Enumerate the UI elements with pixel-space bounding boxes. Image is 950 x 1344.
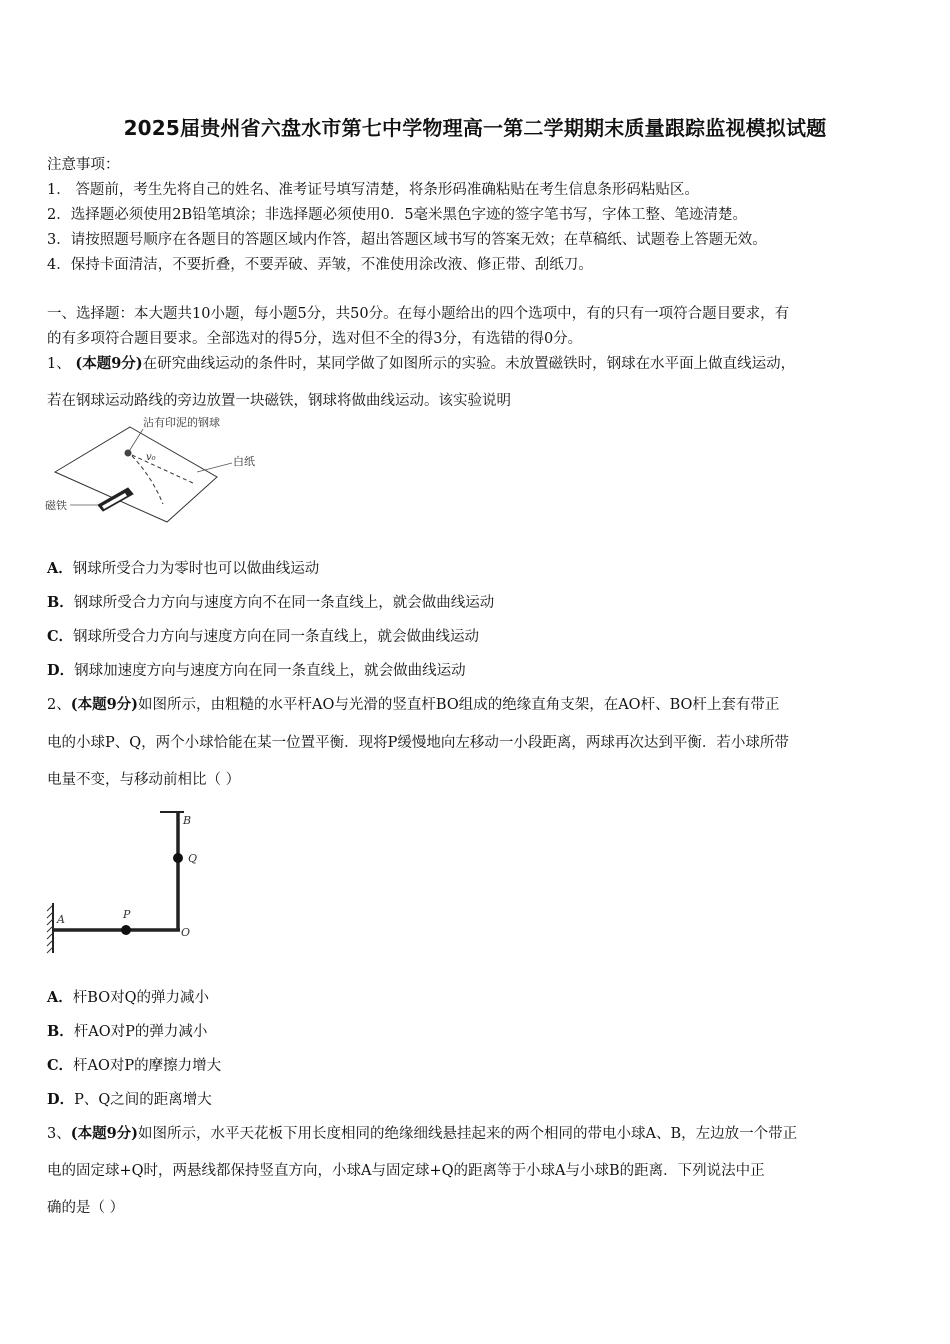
q1-number: 1、 (47, 356, 71, 372)
notice-item-1: 1． 答题前，考生先将自己的姓名、准考证号填写清楚，将条形码准确粘贴在考生信息条形码粘贴区。 (47, 182, 699, 198)
q2-line-3: 电量不变，与移动前相比（ ） (47, 772, 241, 788)
q3-number: 3、 (47, 1126, 71, 1142)
label-o: O (181, 926, 191, 939)
q1-option-a: A．钢球所受合力为零时也可以做曲线运动 (47, 560, 320, 577)
exam-title: 2025届贵州省六盘水市第七中学物理高一第二学期期末质量跟踪监视模拟试题 (123, 116, 827, 140)
notice-item-2: 2．选择题必须使用2B铅笔填涂；非选择题必须使用0．5毫米黑色字迹的签字笔书写，字体工整、笔迹清楚。 (47, 207, 748, 223)
label-magnet: 磁铁 (45, 499, 67, 512)
notice-item-3: 3．请按照题号顺序在各题目的答题区域内作答，超出答题区域书写的答案无效；在草稿纸、试题卷上答题无效。 (47, 232, 767, 248)
ball-p (121, 925, 131, 935)
q1-option-b: B．钢球所受合力方向与速度方向不在同一条直线上，就会做曲线运动 (47, 594, 495, 611)
q1-tag: (本题9分) (75, 355, 143, 372)
q2-tag: (本题9分) (70, 696, 139, 713)
notice-heading: 注意事项： (47, 157, 120, 173)
section1-line-1: 一、选择题：本大题共10小题，每小题5分，共50分。在每小题给出的四个选项中，有的只有一项符合题目要求，有 (47, 306, 790, 322)
ball-leader-line (128, 429, 143, 453)
q3-text-1: 如图所示，水平天花板下用长度相同的绝缘细线悬挂起来的两个相同的带电小球A、B，左边放一个带正 (138, 1126, 798, 1142)
label-ball: 沾有印泥的钢球 (143, 416, 220, 429)
q1-line-1 (47, 352, 795, 373)
q2-number: 2、 (47, 697, 71, 713)
q2-option-c: C．杆AO对P的摩擦力增大 (47, 1057, 222, 1074)
label-q: Q (188, 852, 198, 865)
q1-option-c: C．钢球所受合力方向与速度方向在同一条直线上，就会做曲线运动 (47, 628, 480, 645)
label-p: P (123, 908, 131, 921)
steel-ball (125, 450, 132, 457)
label-paper: 白纸 (233, 455, 255, 468)
label-a: A (57, 913, 65, 926)
section1-line-2: 的有多项符合题目要求。全部选对的得5分，选对但不全的得3分，有选错的得0分。 (47, 331, 583, 347)
label-v0: v₀ (146, 452, 156, 463)
q3-line-3: 确的是（ ） (47, 1200, 125, 1216)
magnet-icon (98, 488, 133, 511)
notice-item-4: 4．保持卡面清洁，不要折叠，不要弄破、弄皱，不准使用涂改液、修正带、刮纸刀。 (47, 257, 593, 273)
q1-line-2: 若在钢球运动路线的旁边放置一块磁铁，钢球将做曲线运动。该实验说明 (47, 393, 511, 409)
q2-option-d: D．P、Q之间的距离增大 (47, 1091, 212, 1108)
ball-q (173, 853, 183, 863)
q2-option-b: B．杆AO对P的弹力减小 (47, 1023, 208, 1040)
q3-line-2: 电的固定球+Q时，两悬线都保持竖直方向，小球A与固定球+Q的距离等于小球A与小球B的距离．下列说法中正 (47, 1163, 765, 1179)
q1-text-1: 在研究曲线运动的条件时，某同学做了如图所示的实验。未放置磁铁时，钢球在水平面上做直线运动， (142, 356, 796, 372)
q1-option-d: D．钢球加速度方向与速度方向在同一条直线上，就会做曲线运动 (47, 662, 466, 679)
q2-figure (45, 805, 215, 955)
q2-option-a: A．杆BO对Q的弹力减小 (47, 989, 209, 1006)
paper-leader-line (197, 463, 232, 472)
label-b: B (183, 814, 192, 827)
curved-path (132, 456, 163, 504)
q2-line-2: 电的小球P、Q，两个小球恰能在某一位置平衡．现将P缓慢地向左移动一小段距离，两球再次达到平衡．若小球所带 (47, 735, 789, 751)
q3-line-1 (47, 1122, 797, 1143)
q2-text-1: 如图所示，由粗糙的水平杆AO与光滑的竖直杆BO组成的绝缘直角支架，在AO杆、BO杆上套有带正 (138, 697, 780, 713)
q2-line-1 (47, 693, 779, 714)
q3-tag: (本题9分) (70, 1125, 139, 1142)
q1-figure (40, 412, 280, 530)
paper-outline (55, 427, 217, 522)
